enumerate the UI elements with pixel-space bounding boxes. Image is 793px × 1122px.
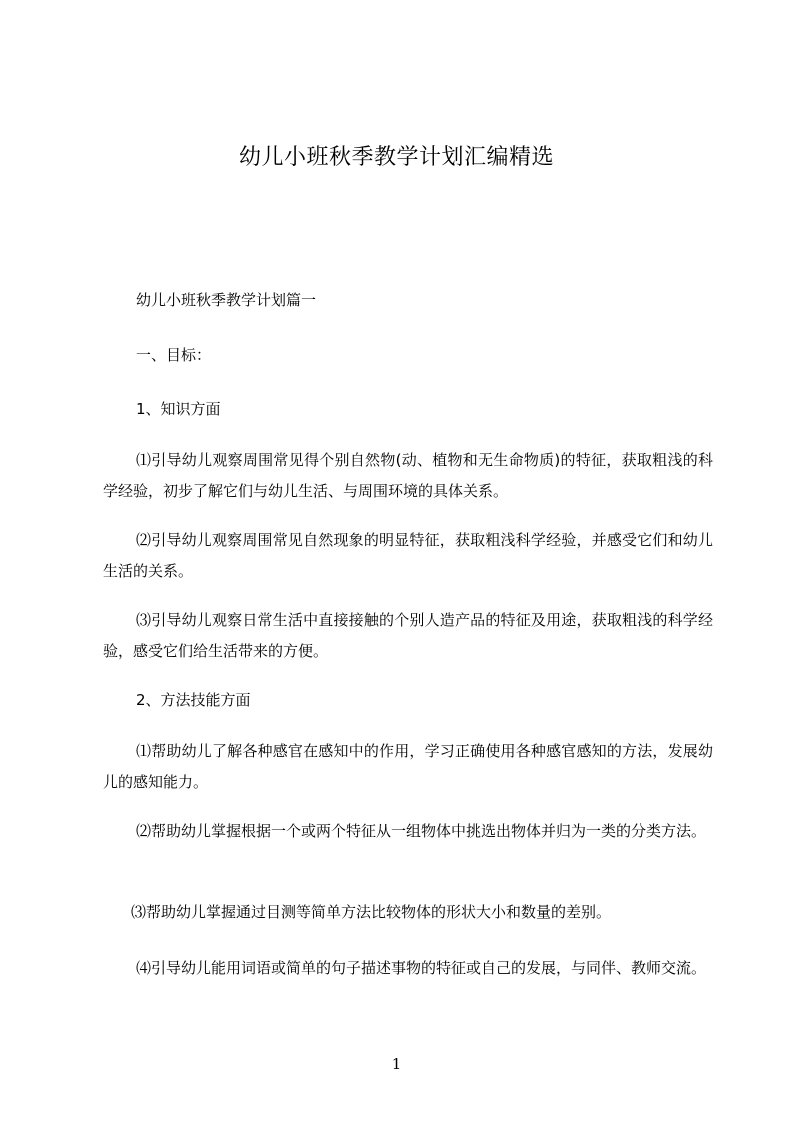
goals-heading: 一、目标： (136, 346, 212, 364)
skills-heading: 2、方法技能方面 (136, 691, 251, 709)
skills-item-4: ⑷引导幼儿能用词语或简单的句子描述事物的特征或自己的发展，与同伴、教师交流。 (136, 959, 707, 977)
knowledge-item-3: ⑶引导幼儿观察日常生活中直接接触的个别人造产品的特征及用途，获取粗浅的科学经验，感受它们给生活带来的方便。 (103, 611, 713, 660)
skills-item-1: ⑴帮助幼儿了解各种感官在感知中的作用，学习正确使用各种感官感知的方法，发展幼儿的感知能力。 (103, 742, 713, 791)
skills-item-3: ⑶帮助幼儿掌握通过目测等简单方法比较物体的形状大小和数量的差别。 (131, 903, 612, 921)
section-heading: 幼儿小班秋季教学计划篇一 (136, 291, 317, 309)
knowledge-item-1: ⑴引导幼儿观察周围常见得个别自然物(动、植物和无生命物质)的特征，获取粗浅的科学经验，初步了解它们与幼儿生活、与周围环境的具体关系。 (103, 451, 713, 500)
knowledge-heading: 1、知识方面 (136, 400, 221, 418)
document-title: 幼儿小班秋季教学计划汇编精选 (238, 145, 554, 170)
skills-item-2: ⑵帮助幼儿掌握根据一个或两个特征从一组物体中挑选出物体并归为一类的分类方法。 (136, 822, 707, 840)
knowledge-item-2: ⑵引导幼儿观察周围常见自然现象的明显特征，获取粗浅科学经验，并感受它们和幼儿生活的关系。 (103, 531, 713, 580)
page-number: 1 (391, 1055, 402, 1073)
